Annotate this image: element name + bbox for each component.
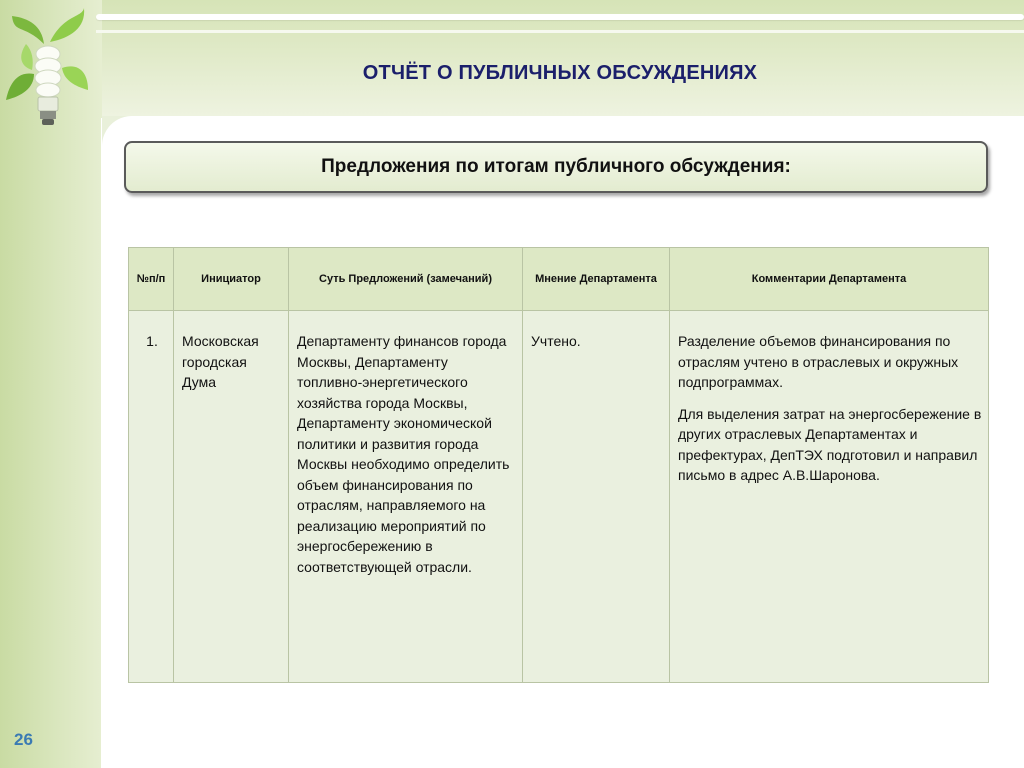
cell-number: 1. xyxy=(129,311,174,683)
column-header-comments: Комментарии Департамента xyxy=(670,248,989,311)
column-header-opinion: Мнение Департамента xyxy=(523,248,670,311)
cell-comments xyxy=(670,311,989,683)
subtitle-text: Предложения по итогам публичного обсуждения: xyxy=(321,156,791,177)
column-header-number: №п/п xyxy=(129,248,174,311)
comment-paragraph-1: Разделение объемов финансирования по отраслям учтено в отраслевых и окружных подпрограммах. xyxy=(678,333,959,390)
table-row xyxy=(129,311,989,683)
energy-bulb-logo-icon xyxy=(4,4,90,134)
page-title: ОТЧЁТ О ПУБЛИЧНЫХ ОБСУЖДЕНИЯХ xyxy=(362,62,758,84)
column-header-proposal: Суть Предложений (замечаний) xyxy=(289,248,523,311)
proposals-table xyxy=(128,247,989,683)
comment-paragraph-2: Для выделения затрат на энергосбережение в других отраслевых Департаментах и префектурах, ДепТЭХ подготовил и направил письмо в адрес А.В.Шаронова. xyxy=(678,405,982,483)
subtitle-box xyxy=(124,141,988,193)
cell-proposal: Департаменту финансов города Москвы, Департаменту топливно-энергетического хозяйства города Москвы, Департаменту экономической политики и развития города Москвы необходимо определить объем финансирования по отраслям, направляемого на реализацию мероприятий по энергосбережению в соответствующей отрасли. xyxy=(289,311,523,683)
cell-initiator: Московская городская Дума xyxy=(174,311,289,683)
cell-opinion: Учтено. xyxy=(523,311,670,683)
header-decor-line xyxy=(96,14,1024,20)
table-header-row xyxy=(129,248,989,311)
page-number: 26 xyxy=(14,730,33,749)
column-header-initiator: Инициатор xyxy=(174,248,289,311)
header-decor-line-thin xyxy=(96,30,1024,33)
